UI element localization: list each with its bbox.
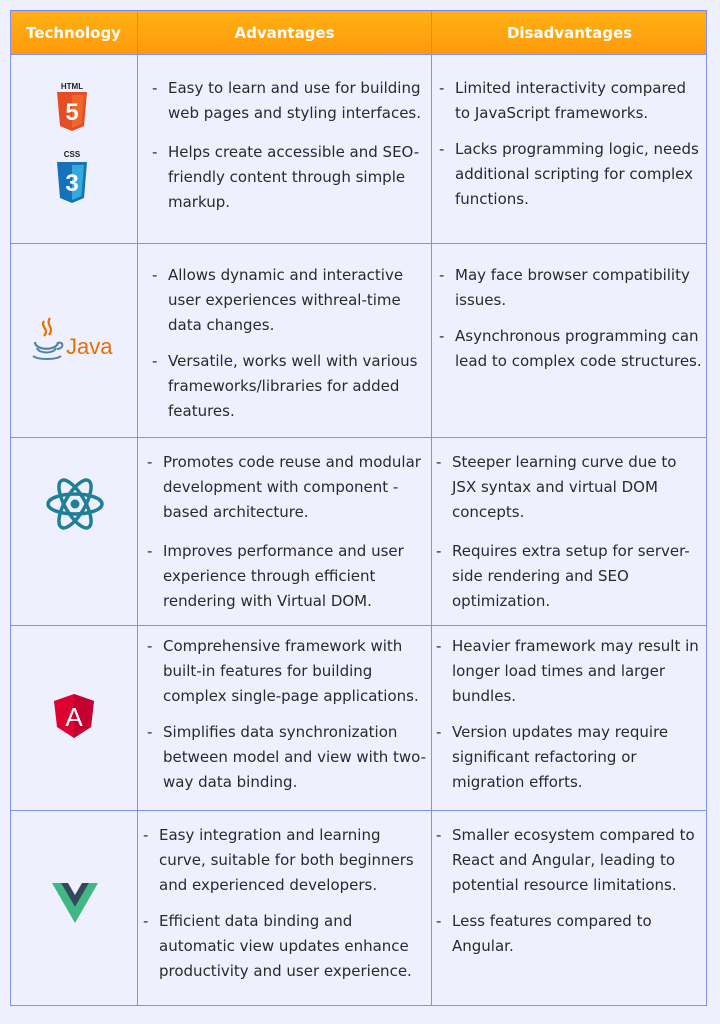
header-technology bbox=[10, 10, 137, 55]
column-divider bbox=[137, 10, 138, 1006]
advantages-cell bbox=[141, 823, 428, 984]
advantage-text: Simplifies data synchronization between model and view with two-way data binding. bbox=[163, 723, 427, 791]
disadvantage-text: Limited interactivity compared to JavaScript frameworks. bbox=[455, 79, 687, 122]
advantage-text: Comprehensive framework with built-in features for building complex single-page applications. bbox=[163, 637, 419, 705]
list-item: - Promotes code reuse and modular development with component -based architecture. bbox=[147, 453, 421, 521]
css-logo-text: CSS bbox=[63, 150, 81, 159]
advantages-cell bbox=[150, 263, 428, 424]
header-disadvantages bbox=[432, 10, 707, 55]
header-advantages bbox=[138, 10, 431, 55]
advantages-cell bbox=[145, 634, 428, 795]
css3-icon bbox=[52, 148, 92, 206]
list-item: - Less features compared to Angular. bbox=[436, 912, 652, 955]
list-item: - Limited interactivity compared to JavaScript frameworks. bbox=[439, 79, 687, 122]
row-divider bbox=[10, 54, 707, 55]
advantage-text: Easy integration and learning curve, suitable for both beginners and experienced developers. bbox=[159, 826, 414, 894]
react-atom-icon bbox=[44, 476, 106, 532]
row-divider bbox=[10, 1005, 707, 1006]
disadvantage-text: Requires extra setup for server-side rendering and SEO optimization. bbox=[452, 542, 690, 610]
column-divider bbox=[10, 10, 11, 1006]
list-item: - Steeper learning curve due to JSX syntax and virtual DOM concepts. bbox=[436, 453, 677, 521]
html-logo-text: HTML bbox=[60, 82, 84, 91]
java-logo-text: Java bbox=[66, 334, 113, 359]
disadvantages-cell bbox=[434, 823, 705, 959]
list-item: - Helps create accessible and SEO-friendly content through simple markup. bbox=[152, 143, 420, 211]
list-item: - Asynchronous programming can lead to complex code structures. bbox=[439, 327, 702, 370]
list-item: - Smaller ecosystem compared to React and Angular, leading to potential resource limitations. bbox=[436, 826, 695, 894]
comparison-table bbox=[10, 10, 707, 1006]
disadvantages-cell bbox=[437, 263, 705, 374]
row-divider bbox=[10, 625, 707, 626]
list-item: - Allows dynamic and interactive user experiences withreal-time data changes. bbox=[152, 266, 404, 334]
list-item: - Easy integration and learning curve, suitable for both beginners and experienced developers. bbox=[143, 826, 414, 894]
disadvantage-text: Asynchronous programming can lead to complex code structures. bbox=[455, 327, 702, 370]
disadvantage-text: Lacks programming logic, needs additional scripting for complex functions. bbox=[455, 140, 699, 208]
java-coffee-icon bbox=[30, 315, 120, 365]
vue-v-icon bbox=[52, 882, 98, 924]
list-item: - Comprehensive framework with built-in features for building complex single-page applications. bbox=[147, 637, 419, 705]
list-item: - Heavier framework may result in longer load times and larger bundles. bbox=[436, 637, 699, 705]
list-item: - Versatile, works well with various frameworks/libraries for added features. bbox=[152, 352, 418, 420]
row-divider bbox=[10, 243, 707, 244]
disadvantages-cell bbox=[434, 450, 705, 614]
advantages-cell bbox=[150, 76, 428, 215]
row-divider bbox=[10, 437, 707, 438]
disadvantage-text: Smaller ecosystem compared to React and Angular, leading to potential resource limitations. bbox=[452, 826, 695, 894]
disadvantage-text: Heavier framework may result in longer load times and larger bundles. bbox=[452, 637, 699, 705]
list-item: - Simplifies data synchronization between model and view with two-way data binding. bbox=[147, 723, 427, 791]
angular-logo-letter: A bbox=[65, 702, 83, 732]
column-divider bbox=[431, 10, 432, 1006]
advantage-text: Helps create accessible and SEO-friendly content through simple markup. bbox=[168, 143, 420, 211]
html-logo-digit: 5 bbox=[65, 99, 79, 126]
disadvantages-cell bbox=[434, 634, 705, 795]
row-divider bbox=[10, 810, 707, 811]
disadvantage-text: Less features compared to Angular. bbox=[452, 912, 652, 955]
list-item: - Improves performance and user experience through efficient rendering with Virtual DOM. bbox=[147, 542, 404, 610]
advantages-cell bbox=[145, 450, 428, 614]
advantage-text: Promotes code reuse and modular development with component -based architecture. bbox=[163, 453, 421, 521]
advantage-text: Versatile, works well with various frameworks/libraries for added features. bbox=[168, 352, 418, 420]
list-item: - Version updates may require significant refactoring or migration efforts. bbox=[436, 723, 669, 791]
advantage-text: Efficient data binding and automatic view updates enhance productivity and user experience. bbox=[159, 912, 412, 980]
list-item: - Lacks programming logic, needs additional scripting for complex functions. bbox=[439, 140, 699, 208]
disadvantage-text: May face browser compatibility issues. bbox=[455, 266, 690, 309]
advantage-text: Allows dynamic and interactive user experiences withreal-time data changes. bbox=[168, 266, 404, 334]
list-item: - May face browser compatibility issues. bbox=[439, 266, 690, 309]
angular-shield-icon bbox=[53, 693, 95, 739]
css-logo-digit: 3 bbox=[65, 170, 79, 197]
advantage-text: Improves performance and user experience through efficient rendering with Virtual DOM. bbox=[163, 542, 404, 610]
header-advantages-label: Advantages bbox=[234, 24, 335, 42]
advantage-text: Easy to learn and use for building web pages and styling interfaces. bbox=[168, 79, 422, 122]
list-item: - Requires extra setup for server-side rendering and SEO optimization. bbox=[436, 542, 690, 610]
column-divider bbox=[706, 10, 707, 1006]
disadvantages-cell bbox=[437, 76, 705, 212]
header-technology-label: Technology bbox=[26, 24, 121, 42]
list-item: - Easy to learn and use for building web pages and styling interfaces. bbox=[152, 79, 422, 122]
html5-icon bbox=[52, 80, 92, 134]
disadvantage-text: Version updates may require significant refactoring or migration efforts. bbox=[452, 723, 669, 791]
header-disadvantages-label: Disadvantages bbox=[506, 24, 633, 42]
list-item: - Efficient data binding and automatic view updates enhance productivity and user experience. bbox=[143, 912, 412, 980]
disadvantage-text: Steeper learning curve due to JSX syntax and virtual DOM concepts. bbox=[452, 453, 677, 521]
